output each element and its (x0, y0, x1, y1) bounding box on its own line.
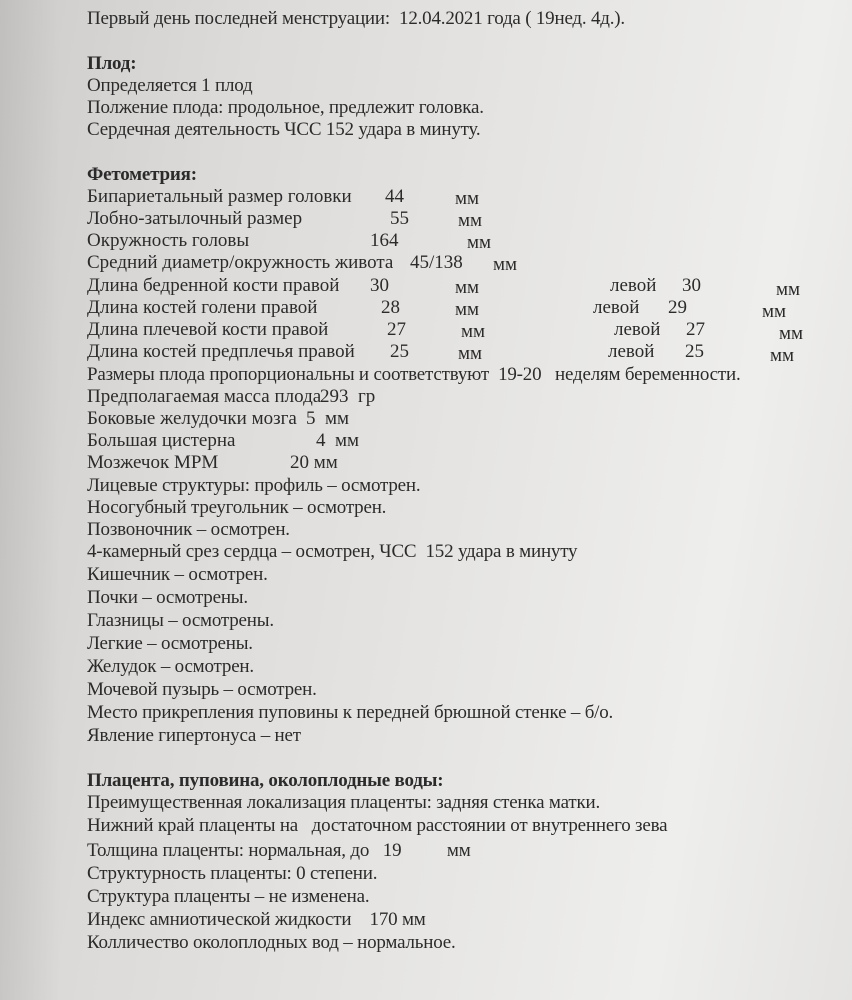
fetus-line: Определяется 1 плод (87, 75, 253, 96)
placenta-line: Толщина плаценты: нормальная, до 19 мм (87, 840, 471, 861)
measurement-label: Длина плечевой кости правой (87, 319, 329, 340)
measurement-label: Длина бедренной кости правой (87, 275, 340, 296)
measurement-value: 55 (390, 208, 409, 229)
placenta-heading: Плацента, пуповина, околоплодные воды: (87, 770, 444, 791)
placenta-line: Колличество околоплодных вод – нормальное. (87, 932, 456, 953)
proportion-line: Размеры плода пропорциональны и соответствуют 19-20 неделям беременности. (87, 364, 741, 385)
left-label: левой (610, 275, 657, 296)
lmp-line: Первый день последней менструации: 12.04.2021 года ( 19нед. 4д.). (87, 8, 625, 29)
anatomy-line: Место прикрепления пуповины к передней брюшной стенке – б/о. (87, 702, 614, 723)
measurement-label: Лобно-затылочный размер (87, 208, 303, 229)
measurement-label: Окружность головы (87, 230, 250, 251)
left-value: 25 (685, 341, 704, 362)
anatomy-line: Легкие – осмотрены. (87, 633, 253, 654)
left-value: 30 (682, 275, 701, 296)
left-label: левой (593, 297, 640, 318)
measurement-label: Предполагаемая масса плода (87, 386, 322, 407)
measurement-value: 45/138 (410, 252, 463, 273)
left-unit: мм (762, 301, 787, 322)
measurement-label: Боковые желудочки мозга (87, 408, 297, 429)
right-unit: мм (461, 321, 486, 342)
anatomy-line: Носогубный треугольник – осмотрен. (87, 497, 387, 518)
measurement-label: Мозжечок МРМ (87, 452, 219, 473)
fetus-line: Полжение плода: продольное, предлежит головка. (87, 97, 484, 118)
anatomy-line: Явление гипертонуса – нет (87, 725, 301, 746)
left-value: 29 (668, 297, 687, 318)
placenta-line: Преимущественная локализация плаценты: задняя стенка матки. (87, 792, 601, 813)
anatomy-line: 4-камерный срез сердца – осмотрен, ЧСС 152 удара в минуту (87, 541, 578, 562)
right-unit: мм (455, 277, 480, 298)
measurement-value: 293 гр (320, 386, 376, 407)
fetometry-heading: Фетометрия: (87, 164, 197, 185)
measurement-value: 5 мм (306, 408, 350, 429)
measurement-label: Бипариетальный размер головки (87, 186, 352, 207)
placenta-line: Структурность плаценты: 0 степени. (87, 863, 378, 884)
placenta-line: Структура плаценты – не изменена. (87, 886, 370, 907)
measurement-label: Длина костей предплечья правой (87, 341, 355, 362)
measurement-unit: мм (458, 210, 483, 231)
placenta-line: Индекс амниотической жидкости 170 мм (87, 909, 426, 930)
measurement-unit: мм (455, 188, 480, 209)
measurement-value: 20 мм (290, 452, 338, 473)
left-label: левой (608, 341, 655, 362)
right-unit: мм (455, 299, 480, 320)
anatomy-line: Почки – осмотрены. (87, 587, 248, 608)
left-unit: мм (770, 345, 795, 366)
anatomy-line: Кишечник – осмотрен. (87, 564, 268, 585)
left-value: 27 (686, 319, 705, 340)
anatomy-line: Желудок – осмотрен. (87, 656, 254, 677)
anatomy-line: Глазницы – осмотрены. (87, 610, 274, 631)
fetus-heading: Плод: (87, 53, 137, 74)
anatomy-line: Позвоночник – осмотрен. (87, 519, 290, 540)
measurement-label: Средний диаметр/окружность живота (87, 252, 394, 273)
placenta-line: Нижний край плаценты на достаточном расстоянии от внутреннего зева (87, 815, 668, 836)
anatomy-line: Лицевые структуры: профиль – осмотрен. (87, 475, 421, 496)
right-value: 27 (387, 319, 406, 340)
measurement-unit: мм (493, 254, 518, 275)
left-unit: мм (779, 323, 804, 344)
measurement-value: 4 мм (316, 430, 360, 451)
measurement-label: Большая цистерна (87, 430, 236, 451)
right-unit: мм (458, 343, 483, 364)
right-value: 30 (370, 275, 389, 296)
fetus-line: Сердечная деятельность ЧСС 152 удара в минуту. (87, 119, 481, 140)
measurement-value: 44 (385, 186, 404, 207)
left-unit: мм (776, 279, 801, 300)
measurement-label: Длина костей голени правой (87, 297, 318, 318)
right-value: 28 (381, 297, 400, 318)
measurement-unit: мм (467, 232, 492, 253)
page-shadow (0, 0, 60, 1000)
measurement-value: 164 (370, 230, 399, 251)
right-value: 25 (390, 341, 409, 362)
left-label: левой (614, 319, 661, 340)
anatomy-line: Мочевой пузырь – осмотрен. (87, 679, 317, 700)
